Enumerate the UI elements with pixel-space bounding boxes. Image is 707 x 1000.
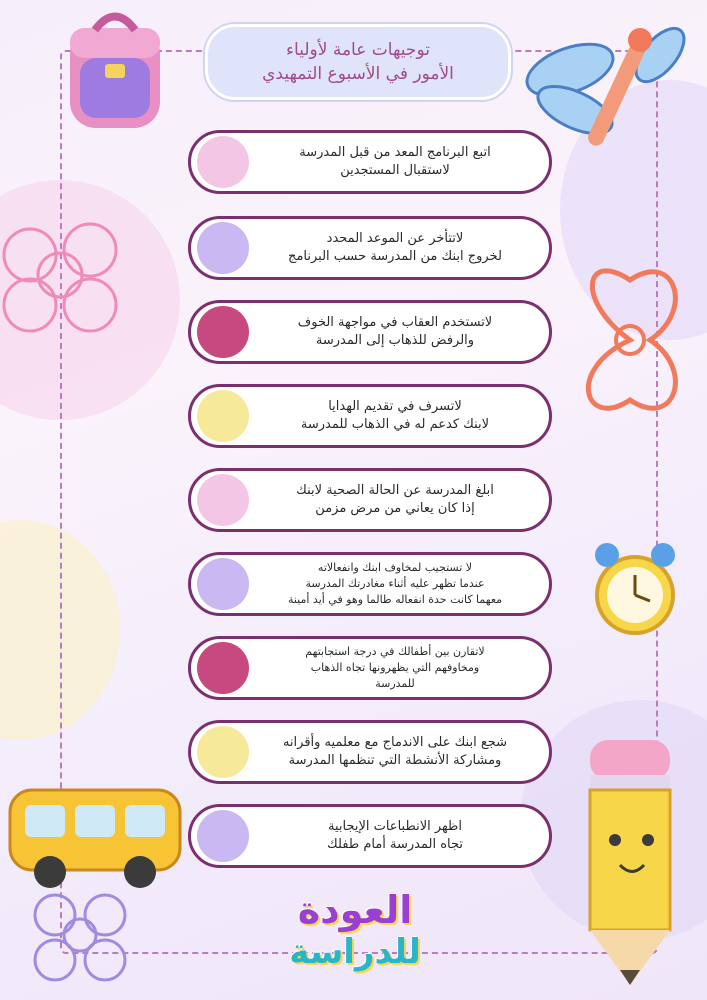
guideline-line: لاتتأخر عن الموعد المحدد: [326, 231, 464, 246]
guideline-text: [255, 471, 535, 529]
guideline-item: [188, 384, 552, 448]
guideline-text: [255, 387, 535, 445]
pencil-character-illustration: [560, 730, 700, 990]
dragonfly-illustration: [520, 10, 700, 160]
guideline-line: لا تستجيب لمخاوف ابنك وانفعالاته: [317, 561, 473, 574]
guideline-line: لاتسرف في تقديم الهدايا: [328, 399, 462, 414]
guideline-line: للمدرسة: [375, 677, 415, 690]
guideline-dot: [197, 222, 249, 274]
backpack-illustration: [50, 8, 180, 138]
guideline-line: لخروج ابنك من المدرسة حسب البرنامج: [288, 249, 502, 264]
guideline-item: [188, 216, 552, 280]
flower-outline-bottom: [20, 880, 140, 990]
guideline-dot: [197, 390, 249, 442]
guideline-line: والرفض للذهاب إلى المدرسة: [315, 333, 475, 348]
guideline-text: [255, 555, 535, 613]
guideline-text: [255, 133, 535, 191]
logo-line-1: العودة: [297, 888, 413, 932]
guideline-line: لاتستخدم العقاب في مواجهة الخوف: [297, 315, 493, 330]
guideline-dot: [197, 726, 249, 778]
guideline-line: إذا كان يعاني من مرض مزمن: [315, 501, 475, 516]
guideline-dot: [197, 306, 249, 358]
flower-outline-left: [0, 210, 140, 340]
guideline-line: ومشاركة الأنشطة التي تنظمها المدرسة: [288, 753, 502, 768]
guideline-dot: [197, 136, 249, 188]
guideline-dot: [197, 810, 249, 862]
guideline-item: [188, 720, 552, 784]
guideline-item: [188, 804, 552, 868]
guideline-dot: [197, 558, 249, 610]
flower-outline-right: [555, 240, 705, 440]
guideline-line: لاستقبال المستجدين: [340, 163, 450, 178]
guideline-line: لابنك كدعم له في الذهاب للمدرسة: [300, 417, 490, 432]
guideline-line: ومخاوفهم التي يظهرونها تجاه الذهاب: [310, 661, 480, 674]
guideline-line: اظهر الانطباعات الإيجابية: [327, 819, 463, 834]
guideline-line: معهما كانت حدة انفعاله طالما وهو في أيد أمينة: [287, 593, 503, 606]
page-title: [205, 24, 511, 100]
guideline-line: ابلغ المدرسة عن الحالة الصحية لابنك: [296, 483, 494, 498]
guideline-line: لاتقارن بين أطفالك في درجة استجابتهم: [305, 645, 485, 658]
title-line-2: الأمور في الأسبوع التمهيدي: [262, 64, 454, 84]
guideline-line: شجع ابنك على الاندماج مع معلميه وأقرانه: [282, 735, 508, 750]
guideline-text: [255, 219, 535, 277]
guideline-dot: [197, 642, 249, 694]
title-line-1: توجيهات عامة لأولياء: [286, 40, 430, 60]
guideline-line: عندما تظهر عليه أثناء مغادرتك المدرسة: [305, 577, 485, 590]
guideline-text: [255, 303, 535, 361]
guideline-text: [255, 723, 535, 781]
guideline-dot: [197, 474, 249, 526]
guideline-text: [255, 807, 535, 865]
guideline-item: [188, 130, 552, 194]
logo-line-2: للدراسة: [289, 932, 421, 972]
guideline-item: [188, 636, 552, 700]
guideline-item: [188, 552, 552, 616]
back-to-school-logo: [275, 888, 435, 988]
guideline-line: تجاه المدرسة أمام طفلك: [327, 837, 463, 852]
guideline-line: اتبع البرنامج المعد من قبل المدرسة: [299, 145, 491, 160]
guideline-text: [255, 639, 535, 697]
alarm-clock-illustration: [585, 535, 685, 645]
guideline-item: [188, 300, 552, 364]
guideline-item: [188, 468, 552, 532]
